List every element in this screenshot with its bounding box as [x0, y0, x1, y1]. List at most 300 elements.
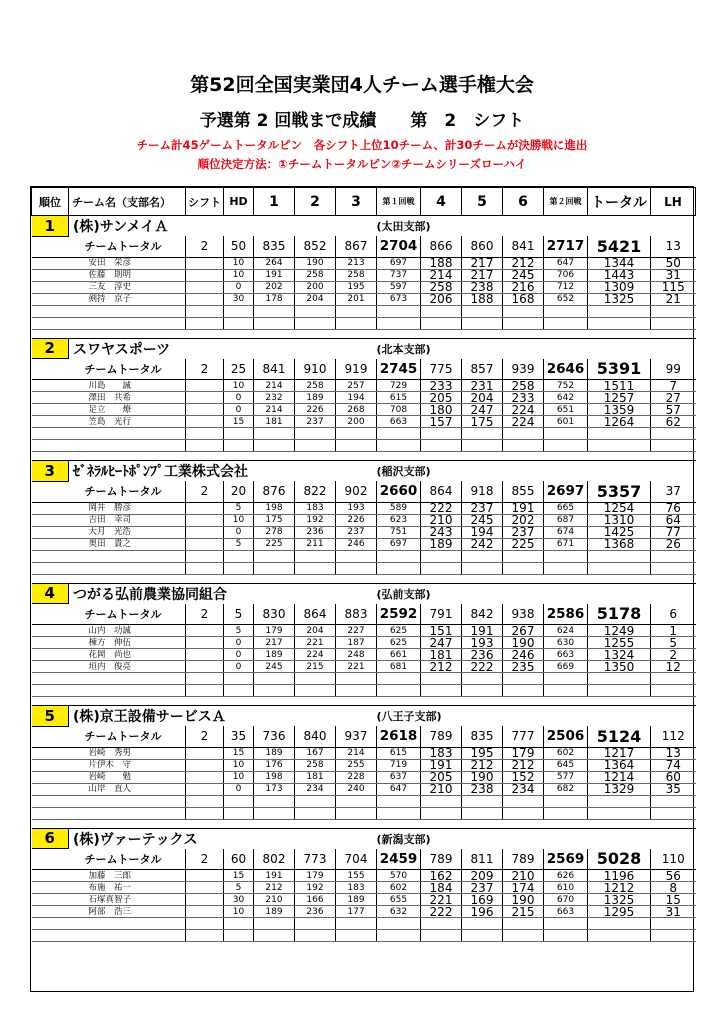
player-score-cell: 10 — [224, 771, 254, 783]
team-total-cell: 60 — [224, 849, 254, 870]
team-name: (株)京王設備サービスＡ — [69, 706, 377, 727]
empty-cell — [69, 317, 186, 329]
player-name: 花岡 尚也 — [69, 649, 186, 661]
player-score-cell: 214 — [421, 269, 462, 281]
empty-row — [32, 317, 696, 329]
empty-cell — [32, 550, 69, 562]
player-score-cell: 181 — [421, 649, 462, 661]
player-row — [32, 759, 696, 771]
player-score-cell: 206 — [421, 293, 462, 305]
player-score-cell: 267 — [503, 625, 544, 637]
player-score-cell: 625 — [377, 637, 421, 649]
empty-cell — [224, 562, 254, 574]
player-score-cell: 1295 — [588, 906, 651, 918]
empty-row — [32, 795, 696, 807]
empty-cell — [295, 305, 336, 317]
team-name: (株)ヴァーテックス — [69, 828, 377, 849]
empty-cell — [421, 317, 462, 329]
empty-cell — [254, 428, 295, 440]
empty-cell — [462, 428, 503, 440]
player-score-cell: 12 — [651, 661, 696, 673]
player-score-cell: 0 — [224, 281, 254, 293]
team-header-row — [32, 828, 696, 849]
empty-cell — [295, 440, 336, 452]
empty-cell — [32, 918, 69, 930]
player-score-cell — [186, 649, 224, 661]
player-name: 垣内 俊亮 — [69, 661, 186, 673]
player-score-cell: 191 — [503, 502, 544, 514]
empty-cell — [224, 550, 254, 562]
rank-spacer — [32, 726, 69, 747]
player-score-cell: 205 — [421, 771, 462, 783]
player-score-cell: 0 — [224, 392, 254, 404]
player-score-cell: 195 — [462, 747, 503, 759]
player-score-cell: 222 — [421, 906, 462, 918]
team-branch: (太田支部) — [377, 216, 696, 237]
player-score-cell: 751 — [377, 526, 421, 538]
team-total-label: チームトータル — [69, 849, 186, 870]
player-score-cell: 1196 — [588, 870, 651, 882]
player-score-cell: 168 — [503, 293, 544, 305]
team-total-cell: 775 — [421, 359, 462, 380]
player-score-cell: 729 — [377, 380, 421, 392]
empty-cell — [336, 918, 377, 930]
player-score-cell: 217 — [462, 257, 503, 269]
team-name: スワヤスポーツ — [69, 338, 377, 359]
player-score-cell — [186, 637, 224, 649]
empty-cell — [295, 428, 336, 440]
player-score-cell: 212 — [462, 759, 503, 771]
empty-cell — [651, 685, 696, 697]
player-name: 加藤 三郎 — [69, 870, 186, 882]
empty-cell — [254, 673, 295, 685]
empty-cell — [651, 440, 696, 452]
player-row — [32, 661, 696, 673]
player-score-cell: 231 — [462, 380, 503, 392]
player-score-cell: 157 — [421, 416, 462, 428]
team-total-cell: 50 — [224, 236, 254, 257]
player-name: 山内 功誠 — [69, 625, 186, 637]
player-score-cell: 697 — [377, 257, 421, 269]
player-name: 澤田 共希 — [69, 392, 186, 404]
player-score-cell: 57 — [651, 404, 696, 416]
empty-cell — [254, 562, 295, 574]
team-total-cell: 789 — [421, 726, 462, 747]
team-total-cell: 822 — [295, 481, 336, 502]
empty-cell — [295, 930, 336, 942]
player-score-cell: 670 — [544, 894, 588, 906]
empty-cell — [224, 305, 254, 317]
player-score-cell: 30 — [224, 894, 254, 906]
player-score-cell: 577 — [544, 771, 588, 783]
player-score-cell: 257 — [336, 380, 377, 392]
player-score-cell — [186, 783, 224, 795]
team-branch: (八王子支部) — [377, 706, 696, 727]
player-score-cell: 213 — [336, 257, 377, 269]
player-score-cell: 183 — [336, 882, 377, 894]
player-score-cell — [186, 293, 224, 305]
player-score-cell: 1350 — [588, 661, 651, 673]
header-total: トータル — [588, 188, 651, 216]
team-total-cell: 842 — [462, 604, 503, 625]
player-score-cell: 225 — [503, 538, 544, 550]
empty-cell — [69, 305, 186, 317]
player-score-cell: 570 — [377, 870, 421, 882]
rank-spacer — [32, 625, 69, 637]
team-total-cell: 2506 — [544, 726, 588, 747]
player-score-cell: 212 — [503, 759, 544, 771]
player-score-cell: 1364 — [588, 759, 651, 771]
team-rank-badge: 6 — [32, 828, 69, 849]
header-rank: 順位 — [32, 188, 69, 216]
empty-cell — [69, 930, 186, 942]
player-score-cell: 615 — [377, 747, 421, 759]
player-score-cell: 0 — [224, 649, 254, 661]
empty-cell — [544, 428, 588, 440]
team-total-cell: 883 — [336, 604, 377, 625]
player-score-cell: 204 — [295, 293, 336, 305]
team-total-cell: 5028 — [588, 849, 651, 870]
empty-cell — [588, 305, 651, 317]
team-total-cell: 5 — [224, 604, 254, 625]
empty-cell — [588, 673, 651, 685]
rank-spacer — [32, 783, 69, 795]
team-total-cell: 736 — [254, 726, 295, 747]
player-row — [32, 771, 696, 783]
player-score-cell: 191 — [254, 269, 295, 281]
player-row — [32, 625, 696, 637]
player-row — [32, 906, 696, 918]
team-rank-badge: 1 — [32, 216, 69, 237]
empty-cell — [32, 930, 69, 942]
player-score-cell — [186, 269, 224, 281]
empty-cell — [651, 918, 696, 930]
player-score-cell: 155 — [336, 870, 377, 882]
player-name: 足立 燎 — [69, 404, 186, 416]
player-score-cell: 188 — [462, 293, 503, 305]
player-score-cell: 215 — [295, 661, 336, 673]
empty-cell — [32, 673, 69, 685]
player-score-cell: 624 — [544, 625, 588, 637]
qualification-note: チーム計45ゲームトータルピン 各シフト上位10チーム、計30チームが決勝戦に進出 — [136, 138, 588, 152]
team-total-cell: 2 — [186, 726, 224, 747]
empty-cell — [503, 930, 544, 942]
player-score-cell: 205 — [421, 392, 462, 404]
player-score-cell: 193 — [336, 502, 377, 514]
player-score-cell: 198 — [254, 771, 295, 783]
team-branch: (弘前支部) — [377, 583, 696, 604]
player-score-cell: 0 — [224, 404, 254, 416]
team-header-row — [32, 583, 696, 604]
player-name: 布施 祐一 — [69, 882, 186, 894]
player-score-cell: 661 — [377, 649, 421, 661]
empty-row — [32, 673, 696, 685]
player-row — [32, 416, 696, 428]
player-score-cell: 212 — [503, 257, 544, 269]
player-score-cell: 1324 — [588, 649, 651, 661]
player-score-cell: 221 — [295, 637, 336, 649]
empty-cell — [588, 930, 651, 942]
team-total-cell: 876 — [254, 481, 295, 502]
player-score-cell: 217 — [462, 269, 503, 281]
empty-cell — [186, 317, 224, 329]
empty-cell — [462, 807, 503, 819]
player-score-cell: 237 — [462, 882, 503, 894]
player-score-cell: 233 — [421, 380, 462, 392]
player-score-cell: 215 — [503, 906, 544, 918]
player-score-cell: 178 — [254, 293, 295, 305]
player-row — [32, 257, 696, 269]
player-score-cell: 217 — [254, 637, 295, 649]
team-header-row — [32, 461, 696, 482]
team-total-cell: 2 — [186, 604, 224, 625]
player-score-cell: 234 — [503, 783, 544, 795]
empty-cell — [503, 550, 544, 562]
team-total-cell: 867 — [336, 236, 377, 257]
player-score-cell: 5 — [224, 502, 254, 514]
player-score-cell: 189 — [421, 538, 462, 550]
player-score-cell — [186, 392, 224, 404]
player-score-cell: 237 — [295, 416, 336, 428]
team-total-cell: 2697 — [544, 481, 588, 502]
empty-cell — [462, 795, 503, 807]
header-lh: LH — [651, 188, 696, 216]
player-row — [32, 882, 696, 894]
empty-cell — [588, 807, 651, 819]
empty-cell — [503, 305, 544, 317]
empty-cell — [503, 428, 544, 440]
empty-cell — [377, 685, 421, 697]
empty-cell — [588, 795, 651, 807]
ranking-method-note: 順位決定方法：①チームトータルピン②チームシリーズローハイ — [197, 157, 527, 171]
empty-cell — [336, 428, 377, 440]
player-row — [32, 747, 696, 759]
empty-cell — [421, 428, 462, 440]
empty-cell — [377, 673, 421, 685]
team-total-label: チームトータル — [69, 236, 186, 257]
rank-spacer — [32, 870, 69, 882]
team-name: ｾﾞﾈﾗﾙﾋｰﾄﾎﾟﾝﾌﾟ工業株式会社 — [69, 461, 377, 482]
header-game-4: 4 — [421, 188, 462, 216]
spacer-cell — [32, 452, 696, 461]
team-total-cell: 110 — [651, 849, 696, 870]
empty-cell — [254, 550, 295, 562]
player-score-cell: 10 — [224, 906, 254, 918]
player-score-cell: 77 — [651, 526, 696, 538]
player-name: 奥田 貴之 — [69, 538, 186, 550]
team-total-cell: 112 — [651, 726, 696, 747]
player-score-cell: 188 — [421, 257, 462, 269]
rank-spacer — [32, 380, 69, 392]
team-total-cell: 777 — [503, 726, 544, 747]
player-score-cell: 222 — [462, 661, 503, 673]
team-spacer-row — [32, 574, 696, 583]
player-score-cell: 258 — [295, 759, 336, 771]
player-score-cell: 1214 — [588, 771, 651, 783]
empty-cell — [295, 317, 336, 329]
player-score-cell: 712 — [544, 281, 588, 293]
player-name: 大月 光浩 — [69, 526, 186, 538]
team-total-cell: 937 — [336, 726, 377, 747]
empty-cell — [336, 550, 377, 562]
empty-cell — [254, 685, 295, 697]
player-score-cell: 246 — [336, 538, 377, 550]
player-row — [32, 637, 696, 649]
spacer-cell — [32, 819, 696, 828]
empty-cell — [224, 918, 254, 930]
empty-cell — [651, 317, 696, 329]
player-score-cell: 589 — [377, 502, 421, 514]
player-score-cell: 151 — [421, 625, 462, 637]
player-score-cell — [186, 882, 224, 894]
player-score-cell: 597 — [377, 281, 421, 293]
player-row — [32, 269, 696, 281]
player-name: 石塚真智子 — [69, 894, 186, 906]
player-score-cell: 8 — [651, 882, 696, 894]
empty-cell — [186, 562, 224, 574]
team-total-row — [32, 849, 696, 870]
player-score-cell: 224 — [503, 416, 544, 428]
player-score-cell: 191 — [254, 870, 295, 882]
player-score-cell: 258 — [295, 269, 336, 281]
player-name: 吉田 幸司 — [69, 514, 186, 526]
empty-cell — [544, 562, 588, 574]
empty-cell — [503, 317, 544, 329]
player-score-cell: 31 — [651, 269, 696, 281]
player-score-cell: 214 — [336, 747, 377, 759]
empty-cell — [69, 562, 186, 574]
team-total-cell: 852 — [295, 236, 336, 257]
rank-spacer — [32, 906, 69, 918]
team-total-cell: 2 — [186, 481, 224, 502]
player-score-cell: 221 — [336, 661, 377, 673]
player-score-cell: 243 — [421, 526, 462, 538]
player-row — [32, 502, 696, 514]
player-score-cell: 637 — [377, 771, 421, 783]
empty-row — [32, 440, 696, 452]
team-spacer-row — [32, 329, 696, 338]
team-total-cell: 938 — [503, 604, 544, 625]
team-name: つがる弘前農業協同組合 — [69, 583, 377, 604]
team-branch: (新潟支部) — [377, 828, 696, 849]
empty-cell — [503, 795, 544, 807]
player-score-cell: 236 — [295, 526, 336, 538]
player-score-cell: 682 — [544, 783, 588, 795]
player-score-cell: 192 — [295, 882, 336, 894]
header-game-1: 1 — [254, 188, 295, 216]
empty-cell — [336, 317, 377, 329]
team-header-row — [32, 216, 696, 237]
player-score-cell: 268 — [336, 404, 377, 416]
empty-cell — [462, 317, 503, 329]
team-total-row — [32, 726, 696, 747]
player-score-cell: 623 — [377, 514, 421, 526]
team-total-cell: 99 — [651, 359, 696, 380]
player-score-cell: 222 — [421, 502, 462, 514]
player-row — [32, 538, 696, 550]
player-score-cell: 238 — [462, 783, 503, 795]
empty-row — [32, 685, 696, 697]
empty-cell — [186, 918, 224, 930]
player-score-cell — [186, 538, 224, 550]
player-score-cell: 0 — [224, 783, 254, 795]
empty-cell — [32, 807, 69, 819]
player-score-cell: 255 — [336, 759, 377, 771]
player-score-cell: 651 — [544, 404, 588, 416]
empty-cell — [254, 795, 295, 807]
team-total-cell: 910 — [295, 359, 336, 380]
player-score-cell: 183 — [295, 502, 336, 514]
rank-spacer — [32, 882, 69, 894]
player-score-cell: 10 — [224, 257, 254, 269]
empty-cell — [544, 305, 588, 317]
empty-cell — [588, 440, 651, 452]
player-score-cell: 238 — [462, 281, 503, 293]
player-score-cell: 1368 — [588, 538, 651, 550]
player-score-cell: 237 — [336, 526, 377, 538]
team-total-cell: 919 — [336, 359, 377, 380]
player-score-cell: 76 — [651, 502, 696, 514]
team-total-cell: 2 — [186, 359, 224, 380]
player-score-cell: 1 — [651, 625, 696, 637]
player-score-cell: 232 — [254, 392, 295, 404]
spacer-cell — [32, 697, 696, 706]
player-score-cell: 64 — [651, 514, 696, 526]
player-score-cell: 1325 — [588, 894, 651, 906]
player-score-cell: 1254 — [588, 502, 651, 514]
team-total-cell: 860 — [462, 236, 503, 257]
player-score-cell — [186, 526, 224, 538]
player-score-cell: 212 — [421, 661, 462, 673]
team-total-row — [32, 236, 696, 257]
empty-cell — [254, 305, 295, 317]
player-score-cell: 15 — [651, 894, 696, 906]
player-score-cell: 630 — [544, 637, 588, 649]
empty-cell — [377, 930, 421, 942]
empty-cell — [224, 685, 254, 697]
header-row — [32, 188, 696, 216]
empty-cell — [462, 562, 503, 574]
team-total-cell: 5124 — [588, 726, 651, 747]
empty-row — [32, 918, 696, 930]
empty-cell — [186, 305, 224, 317]
empty-cell — [544, 807, 588, 819]
player-score-cell: 200 — [336, 416, 377, 428]
player-score-cell: 752 — [544, 380, 588, 392]
header-team-name: チーム名（支部名） — [69, 188, 186, 216]
player-score-cell: 5 — [224, 882, 254, 894]
team-total-cell: 2592 — [377, 604, 421, 625]
player-score-cell: 190 — [503, 637, 544, 649]
empty-cell — [336, 673, 377, 685]
team-total-cell: 2 — [186, 849, 224, 870]
empty-cell — [186, 930, 224, 942]
player-score-cell: 190 — [462, 771, 503, 783]
player-row — [32, 380, 696, 392]
empty-cell — [336, 795, 377, 807]
player-score-cell: 5 — [224, 625, 254, 637]
empty-cell — [421, 807, 462, 819]
player-score-cell: 169 — [462, 894, 503, 906]
player-score-cell: 235 — [503, 661, 544, 673]
player-score-cell: 181 — [254, 416, 295, 428]
player-score-cell: 1325 — [588, 293, 651, 305]
player-score-cell: 719 — [377, 759, 421, 771]
rank-spacer — [32, 236, 69, 257]
player-score-cell: 26 — [651, 538, 696, 550]
empty-cell — [336, 930, 377, 942]
team-total-cell: 918 — [462, 481, 503, 502]
